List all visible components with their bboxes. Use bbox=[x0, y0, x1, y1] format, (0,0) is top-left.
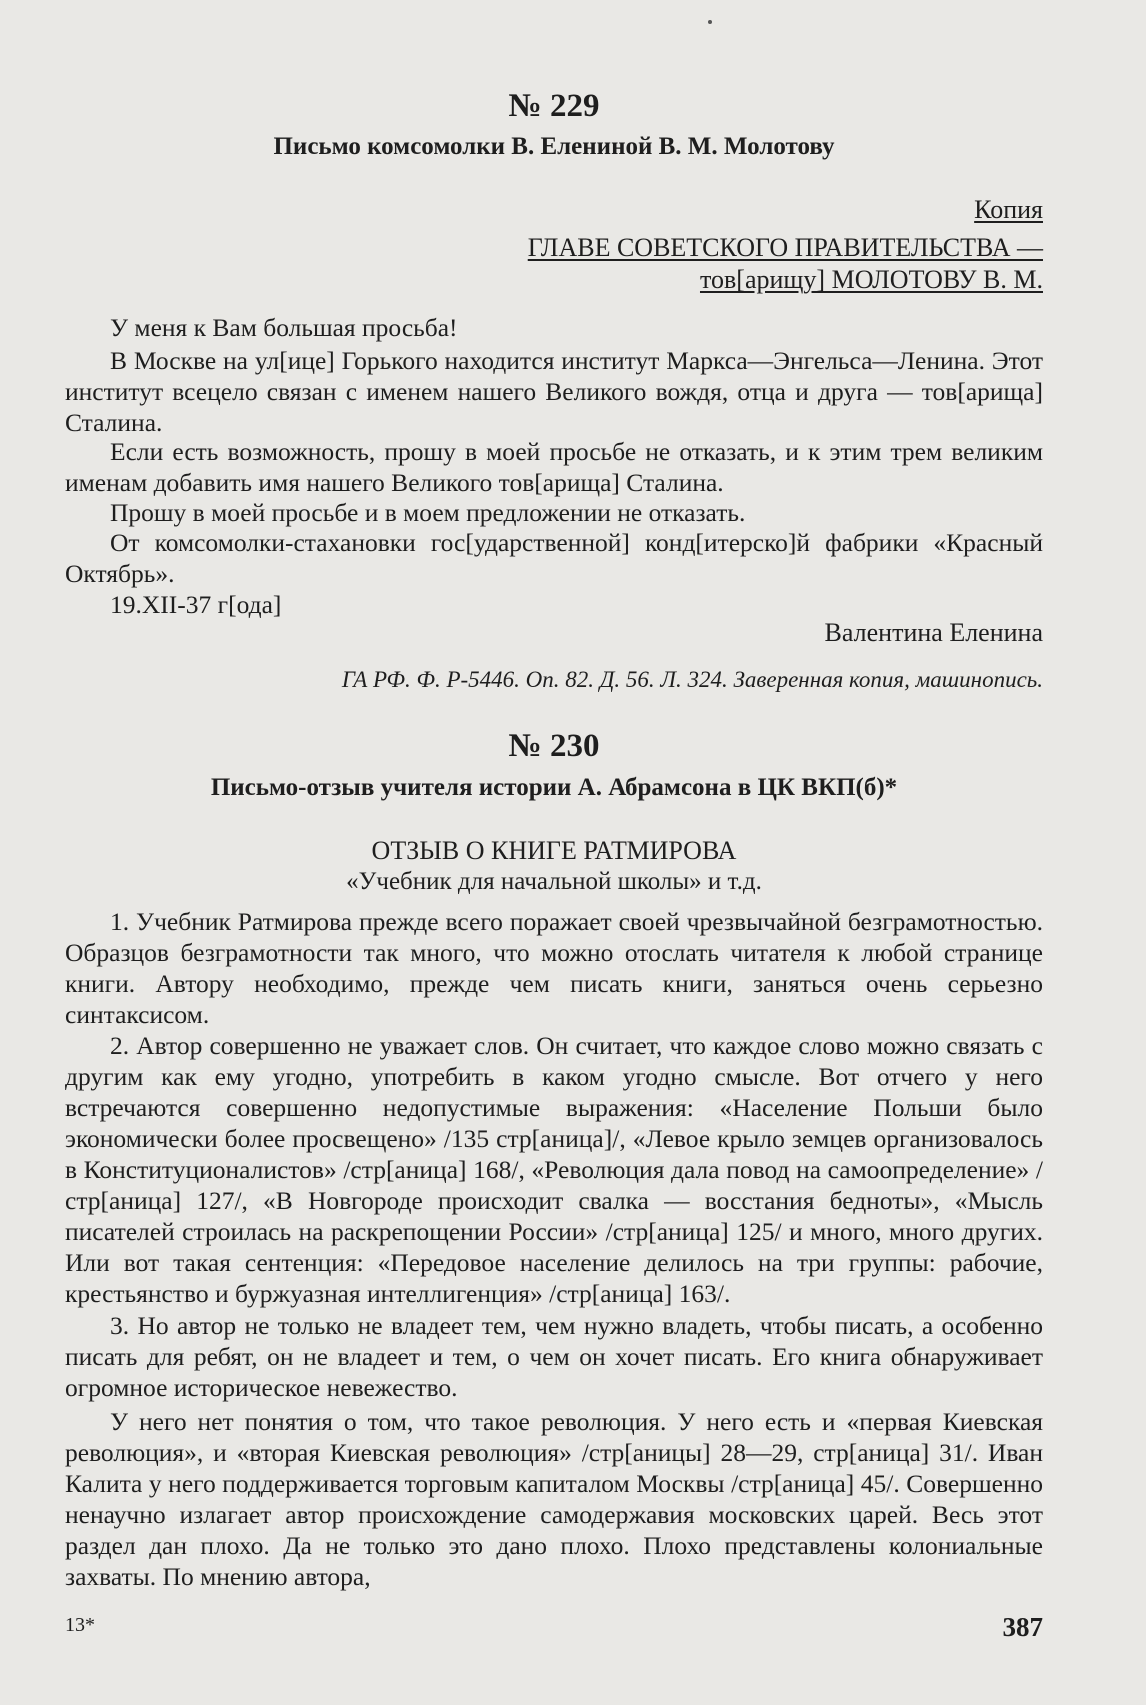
page-number: 387 bbox=[1002, 1612, 1043, 1642]
doc-229-paragraph: Прошу в моей просьбе и в моем предложении не отказать. bbox=[110, 498, 746, 527]
addressee-line-1: ГЛАВЕ СОВЕТСКОГО ПРАВИТЕЛЬСТВА — bbox=[527, 233, 1043, 262]
speck bbox=[708, 20, 712, 24]
signature: Валентина Еленина bbox=[824, 618, 1043, 647]
signature-mark: 13* bbox=[65, 1614, 95, 1636]
doc-229-number: № 229 bbox=[508, 88, 600, 124]
doc-229-paragraph: Если есть возможность, прошу в моей просьбе не отказать, и к этим трем великим именам добавить имя нашего Великого тов[арища] Сталина. bbox=[65, 437, 1043, 497]
doc-230-paragraph: 2. Автор совершенно не уважает слов. Он считает, что каждое слово можно связать с другим как ему угодно, употребить в каком угодно смысле. Вот отчего у него встречаются совершенно недопустимые выражения: «Население Польши было экономически более просвещено» /135 стр[аница]/, «Левое крыло земцев организовалось в Конституционалистов» /стр[аница] 168/, «Революция дала повод на самоопределение» /стр[аница] 127/, «В Новгороде происходит свалка — восстания бедноты», «Мысль писателей строилась на раскрепощении России» /стр[аница] 125/ и много, много других. Или вот такая сентенция: «Передовое население делилось на три группы: рабочие, крестьянство и буржуазная интеллигенция» /стр[аница] 163/. bbox=[65, 1031, 1043, 1308]
doc-229-paragraph: От комсомолки-стахановки гос[ударственной] конд[итерско]й фабрики «Красный Октябрь». bbox=[65, 528, 1043, 588]
doc-230-paragraph: У него нет понятия о том, что такое революция. У него есть и «первая Киевская революция», и «вторая Киевская революция» /стр[аницы] 28—29, стр[аница] 31/. Иван Калита у него поддерживается торговым капиталом Москвы /стр[аница] 45/. Совершенно ненаучно излагает автор происхождение самодержавия московских царей. Весь этот раздел дан плохо. Да не только это дано плохо. Плохо представлены колониальные захваты. По мнению автора, bbox=[65, 1407, 1043, 1591]
copy-label: Копия bbox=[974, 195, 1043, 224]
doc-229-title: Письмо комсомолки В. Елениной В. М. Молотову bbox=[273, 133, 835, 160]
doc-230-title: Письмо-отзыв учителя истории А. Абрамсона в ЦК ВКП(б)* bbox=[210, 774, 898, 801]
doc-230-number: № 230 bbox=[508, 728, 600, 764]
addressee-line-2: тов[арищу] МОЛОТОВУ В. М. bbox=[699, 265, 1043, 294]
doc-229-date: 19.XII-37 г[ода] bbox=[110, 590, 282, 619]
archive-note: ГА РФ. Ф. Р-5446. Оп. 82. Д. 56. Л. 324. Заверенная копия, машинопись. bbox=[341, 667, 1043, 692]
review-subheading: «Учебник для начальной школы» и т.д. bbox=[346, 868, 762, 895]
review-heading: ОТЗЫВ О КНИГЕ РАТМИРОВА bbox=[371, 836, 737, 865]
doc-230-paragraph: 1. Учебник Ратмирова прежде всего поражает своей чрезвычайной безграмотностью. Образцов безграмотности так много, что можно отослать читателя к любой странице книги. Автору необходимо, прежде чем писать книги, заняться очень серьезно синтаксисом. bbox=[65, 907, 1043, 1029]
doc-229-paragraph: В Москве на ул[ице] Горького находится институт Маркса—Энгельса—Ленина. Этот институт всецело связан с именем нашего Великого вождя, отца и друга — тов[арища] Сталина. bbox=[65, 346, 1043, 437]
doc-229-paragraph: У меня к Вам большая просьба! bbox=[110, 313, 458, 342]
doc-230-paragraph: 3. Но автор не только не владеет тем, чем нужно владеть, чтобы писать, а особенно писать для ребят, он не владеет и тем, о чем он хочет писать. Его книга обнаруживает огромное историческое невежество. bbox=[65, 1311, 1043, 1402]
